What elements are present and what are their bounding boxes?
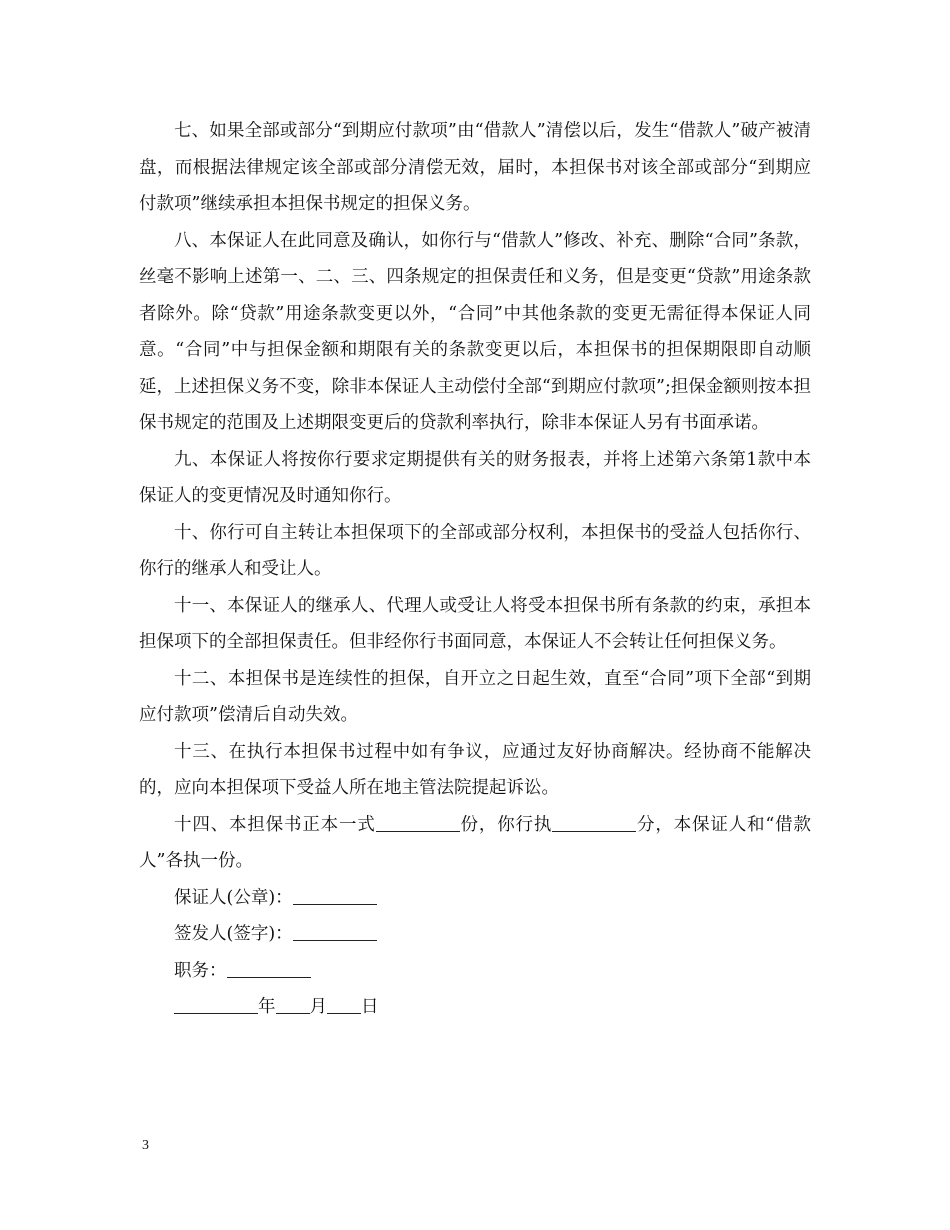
- clause-14-part1: 十四、本担保书正本一式: [174, 814, 376, 835]
- day-blank: [327, 1012, 361, 1014]
- clause-14-part3: 分，本保证人和“借款人”各执一份。: [139, 814, 811, 871]
- clause-14-part2: 份，你行执: [459, 814, 553, 835]
- date-line: [139, 989, 811, 1026]
- clause-12: 十二、本担保书是连续性的担保，自开立之日起生效，直至“合同”项下全部“到期应付款项”偿清后自动失效。: [139, 668, 811, 725]
- clause-7: 七、如果全部或部分“到期应付款项”由“借款人”清偿以后，发生“借款人”破产被清盘，而根据法律规定该全部或部分清偿无效，届时，本担保书对该全部或部分“到期应付款项”继续承担本担保书规定的担保义务。: [139, 121, 811, 214]
- guarantor-seal-line: [139, 880, 811, 917]
- clause-11: 十一、本保证人的继承人、代理人或受让人将受本担保书所有条款的约束，承担本担保项下的全部担保责任。但非经你行书面同意，本保证人不会转让任何担保义务。: [139, 595, 811, 652]
- day-label: 日: [361, 997, 379, 1017]
- issuer-label: 签发人(签字)：: [174, 924, 293, 944]
- clause-9: 九、本保证人将按你行要求定期提供有关的财务报表，并将上述第六条第1款中本保证人的变更情况及时通知你行。: [139, 449, 811, 506]
- issuer-blank: [293, 939, 377, 941]
- bank-copies-blank: [552, 830, 636, 832]
- guarantor-blank: [293, 903, 377, 905]
- clause-10: 十、你行可自主转让本担保项下的全部或部分权利，本担保书的受益人包括你行、你行的继承人和受让人。: [139, 522, 811, 579]
- guarantor-label: 保证人(公章)：: [174, 887, 293, 908]
- position-blank: [227, 976, 311, 978]
- copies-blank: [376, 830, 460, 832]
- clause-14: [139, 807, 811, 880]
- position-label: 职务：: [174, 960, 227, 981]
- issuer-signature-line: [139, 916, 811, 953]
- page-number: 3: [142, 1138, 149, 1153]
- position-line: [139, 953, 811, 990]
- document-body: [139, 113, 811, 1026]
- clause-8: 八、本保证人在此同意及确认，如你行与“借款人”修改、补充、删除“合同”条款，丝毫不影响上述第一、二、三、四条规定的担保责任和义务，但是变更“贷款”用途条款者除外。除“贷款”用途条款变更以外，“合同”中其他条款的变更无需征得本保证人同意。“合同”中与担保金额和期限有关的条款变更以后，本担保书的担保期限即自动顺延，上述担保义务不变，除非本保证人主动偿付全部“到期应付款项”;担保金额则按本担保书规定的范围及上述期限变更后的贷款利率执行，除非本保证人另有书面承诺。: [139, 230, 811, 433]
- year-blank: [174, 1012, 258, 1014]
- month-label: 月: [309, 997, 327, 1017]
- month-blank: [276, 1012, 310, 1014]
- clause-13: 十三、在执行本担保书过程中如有争议，应通过友好协商解决。经协商不能解决的，应向本担保项下受益人所在地主管法院提起诉讼。: [139, 741, 811, 798]
- year-label: 年: [258, 997, 276, 1017]
